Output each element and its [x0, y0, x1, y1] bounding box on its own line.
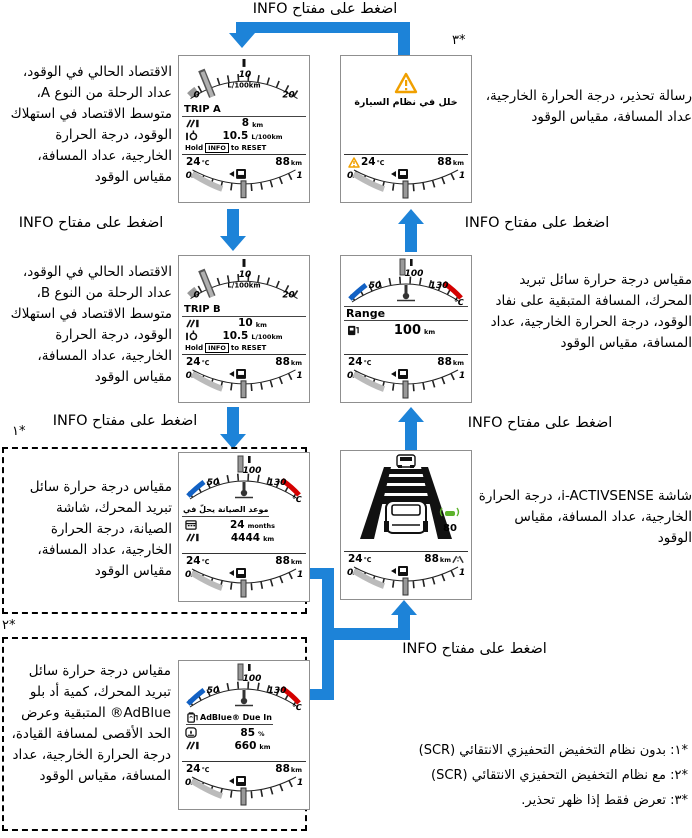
temp-gauge-mid: 100 — [242, 466, 262, 476]
adblue-level-icon — [185, 727, 202, 738]
adblue-due-label-row — [186, 712, 273, 725]
note3-marker: ٣* — [452, 33, 466, 48]
avg-consumption-value: 10.5 — [222, 329, 249, 342]
status-bar — [182, 761, 306, 775]
screen-activsense — [340, 450, 472, 600]
trip-distance-icon — [185, 318, 202, 329]
press-info-label-top: اضغط على مفتاح INFO — [252, 1, 398, 17]
economy-gauge-min: 0 — [193, 290, 200, 301]
lead-vehicle-icon — [397, 455, 415, 468]
status-bar — [182, 553, 306, 567]
fuel-gauge-max: 1 — [296, 371, 303, 382]
economy-gauge-mid: 10 — [238, 69, 252, 80]
info-key: INFO — [205, 143, 229, 153]
footnote-2: *٢: مع نظام التخفيض التحفيزي الانتقائي (SCR) — [431, 768, 688, 783]
outside-temperature: 24 ℃ — [348, 553, 372, 565]
fuel-pump-icon — [347, 325, 364, 336]
description-adblue: مقياس درجة حرارة سائل تبريد المحرك، كمية أد بلو AdBlue® المتبقية وعرض الحد الأقصى لمسافة القيادة، درجة الحرارة الخارجية، عداد المسافة، مقياس الوقود — [11, 663, 171, 784]
fuel-gauge-max: 1 — [459, 568, 466, 578]
fuel-gauge — [344, 565, 468, 597]
footnotes — [328, 738, 688, 813]
range-unit: km — [424, 327, 436, 336]
economy-gauge-mid: 10 — [238, 269, 252, 280]
adblue-level-row — [182, 726, 306, 739]
fuel-gauge-min: 0 — [347, 171, 354, 181]
screen-trip-b — [178, 255, 310, 403]
trip-distance-icon — [185, 118, 202, 129]
hold-info-hint — [182, 142, 306, 154]
temp-gauge-mid: 100 — [404, 269, 424, 279]
trip-distance-row — [182, 317, 306, 330]
fuel-gauge-min: 0 — [185, 171, 192, 182]
fuel-economy-gauge — [182, 258, 306, 303]
description-trip-b: الاقتصاد الحالي في الوقود، عداد الرحلة من النوع B، متوسط الاقتصاد في استهلاك الوقود، درجة الحرارة الخارجية، عداد المسافة، مقياس الوقود — [10, 264, 172, 385]
screen-warning — [340, 55, 472, 203]
temp-gauge-min: 50 — [206, 686, 220, 696]
avg-consumption-row — [182, 329, 306, 342]
temp-gauge-min: 50 — [368, 281, 382, 291]
outside-temperature: 24 ℃ — [348, 356, 372, 368]
avg-consumption-icon — [185, 330, 202, 341]
press-info-label-bottom: اضغط على مفتاح INFO — [402, 641, 547, 657]
economy-gauge-unit: L/100km — [227, 281, 261, 290]
note2-marker: ٢* — [2, 618, 16, 633]
fuel-gauge-max: 1 — [459, 171, 466, 181]
fuel-gauge-max: 1 — [297, 778, 304, 788]
economy-gauge-min: 0 — [193, 90, 200, 101]
trip-distance-row — [182, 117, 306, 130]
temp-gauge-max: 130 — [429, 281, 449, 291]
status-bar — [182, 154, 306, 168]
hold-pre: Hold — [185, 144, 204, 153]
set-speed-value: 80 — [443, 523, 457, 534]
maintenance-distance-value: 4444 — [230, 531, 261, 544]
arrow-trip-a-to-b-head — [220, 236, 246, 251]
arrow-bracket-to-activsense-head — [391, 600, 417, 615]
info-key: INFO — [205, 343, 229, 353]
arrow-trip-b-to-maintenance-shaft — [227, 407, 239, 434]
press-info-label-right-2: اضغط على مفتاح INFO — [467, 415, 613, 431]
adblue-pump-icon — [187, 712, 198, 723]
adblue-distance-row — [182, 739, 306, 752]
coolant-temp-gauge — [182, 663, 306, 711]
note1-marker: ١* — [12, 424, 26, 439]
fuel-gauge-min: 0 — [185, 371, 192, 382]
press-info-label-left-2: اضغط على مفتاح INFO — [52, 413, 198, 429]
info-flow-arrow-to-trip-a — [229, 33, 255, 48]
economy-gauge-max: 20 — [282, 290, 295, 301]
avg-consumption-unit: L/100km — [251, 133, 283, 142]
fuel-gauge — [182, 775, 306, 807]
description-warning: رسالة تحذير، درجة الحرارة الخارجية، عداد المسافة، مقياس الوقود — [485, 88, 692, 125]
warning-triangle-small-icon — [348, 157, 360, 168]
screen-adblue — [178, 660, 310, 810]
fuel-gauge-max: 1 — [296, 171, 303, 182]
odometer: 88 km — [275, 356, 302, 369]
arrow-trip-a-to-b-shaft — [227, 209, 239, 236]
arrow-activsense-to-range-head — [398, 407, 424, 422]
fuel-gauge — [344, 368, 468, 400]
fuel-gauge-min: 0 — [347, 568, 354, 578]
outside-temperature: 24 ℃ — [348, 156, 385, 168]
avg-consumption-row — [182, 129, 306, 142]
trip-distance-value: 10 — [238, 317, 253, 329]
fuel-gauge-min: 0 — [347, 371, 354, 381]
maintenance-distance-unit: km — [263, 535, 275, 543]
maintenance-months-row — [182, 518, 306, 531]
adblue-level-unit: % — [258, 730, 265, 738]
fuel-gauge-max: 1 — [297, 570, 304, 580]
road-icon — [452, 555, 464, 564]
bracket-bottom-stub — [308, 689, 324, 700]
fuel-gauge — [344, 168, 468, 200]
trip-distance-icon — [185, 740, 202, 751]
trip-b-label: TRIP B — [182, 303, 306, 317]
warning-message-block — [344, 58, 468, 108]
outside-temperature: 24 ℃ — [186, 156, 210, 169]
description-maintenance: مقياس درجة حرارة سائل تبريد المحرك، شاشة الصيانة، درجة الحرارة الخارجية، عداد المسافة، مقياس الوقود — [29, 479, 172, 579]
avg-consumption-unit: L/100km — [251, 333, 283, 342]
screen-trip-a — [178, 55, 310, 203]
bracket-spine — [322, 568, 334, 700]
trip-a-label: TRIP A — [182, 103, 306, 117]
adblue-distance-unit: km — [259, 743, 271, 751]
status-bar — [344, 354, 468, 368]
economy-gauge-unit: L/100km — [227, 81, 261, 90]
calendar-icon — [185, 519, 202, 530]
own-vehicle-icon — [384, 501, 428, 533]
adblue-due-label: AdBlue® Due In — [200, 713, 272, 722]
temp-gauge-max: 130 — [267, 478, 287, 488]
temp-gauge-unit: ℃ — [292, 495, 302, 503]
outside-temperature: 24 ℃ — [186, 356, 210, 369]
adblue-distance-value: 660 — [234, 739, 257, 752]
fuel-economy-gauge — [182, 58, 306, 103]
temp-gauge-min: 50 — [206, 478, 220, 488]
coolant-temp-gauge — [344, 258, 468, 306]
info-flow-top-connector-right — [398, 30, 410, 55]
press-info-label-right-1: اضغط على مفتاح INFO — [464, 215, 610, 231]
temp-gauge-mid: 100 — [242, 674, 262, 684]
fuel-gauge-min: 0 — [185, 778, 192, 788]
coolant-temp-gauge — [182, 455, 306, 503]
temp-gauge-unit: ℃ — [292, 703, 302, 711]
fuel-gauge-max: 1 — [459, 371, 466, 381]
maintenance-months-value: 24 — [229, 518, 245, 531]
avg-consumption-icon — [185, 130, 202, 141]
description-trip-a: الاقتصاد الحالي في الوقود، عداد الرحلة من النوع A، متوسط الاقتصاد في استهلاك الوقود، درجة الحرارة الخارجية، عداد المسافة، مقياس الوقود — [10, 64, 172, 185]
range-row — [344, 321, 468, 339]
adblue-level-value: 85 — [240, 726, 256, 739]
economy-gauge-max: 20 — [282, 90, 295, 101]
arrow-activsense-to-range-shaft — [405, 422, 417, 450]
description-range: مقياس درجة حرارة سائل تبريد المحرك، المسافة المتبقية على نفاد الوقود، درجة الحرارة الخارجية، عداد المسافة، مقياس الوقود — [490, 272, 692, 351]
odometer: 88 km — [275, 763, 302, 775]
maintenance-distance-row — [182, 531, 306, 544]
fuel-gauge-min: 0 — [185, 570, 192, 580]
temp-gauge-unit: ℃ — [454, 298, 464, 306]
odometer: 88 km — [437, 356, 464, 368]
fuel-gauge — [182, 567, 306, 599]
hold-post: to RESET — [230, 144, 267, 153]
status-bar — [344, 154, 468, 168]
avg-consumption-value: 10.5 — [222, 129, 249, 142]
fuel-gauge — [182, 368, 306, 400]
press-info-label-left-1: اضغط على مفتاح INFO — [18, 215, 164, 231]
footnote-3: *٣: تعرض فقط إذا ظهر تحذير. — [521, 793, 688, 808]
trip-distance-icon — [185, 532, 202, 543]
maintenance-months-unit: months — [247, 522, 276, 530]
screen-maintenance — [178, 452, 310, 602]
hold-post: to RESET — [230, 344, 267, 353]
trip-distance-unit: km — [252, 120, 264, 129]
hold-info-hint — [182, 342, 306, 354]
footnote-1: *١: بدون نظام التخفيض التحفيزي الانتقائي (SCR) — [418, 743, 688, 758]
temp-gauge-max: 130 — [267, 686, 287, 696]
status-bar — [344, 551, 468, 565]
range-value: 100 — [393, 322, 422, 338]
arrow-range-to-warning-head — [398, 209, 424, 224]
fuel-gauge — [182, 168, 306, 200]
odometer: 88 km — [275, 156, 302, 169]
odometer: 88 km — [437, 156, 464, 168]
maintenance-due-label: موعد الصيانة يحلّ في — [182, 504, 269, 517]
warning-triangle-icon — [394, 72, 418, 94]
screen-range — [340, 255, 472, 403]
status-bar — [182, 354, 306, 368]
activsense-road-view — [344, 453, 468, 547]
outside-temperature: 24 ℃ — [186, 763, 210, 775]
info-flow-top-connector-bar — [236, 22, 410, 33]
range-label: Range — [344, 306, 468, 321]
outside-temperature: 24 ℃ — [186, 555, 210, 567]
trip-distance-unit: km — [255, 320, 267, 329]
trip-distance-value: 8 — [241, 117, 250, 129]
hold-pre: Hold — [185, 344, 204, 353]
bracket-arrow-shaft — [398, 613, 410, 630]
odometer: 88 km — [424, 553, 464, 565]
description-activsense: شاشة i-ACTIVSENSE، درجة الحرارة الخارجية، عداد المسافة، مقياس الوقود — [478, 488, 692, 546]
odometer: 88 km — [275, 555, 302, 567]
warning-message: خلل في نظام السيارة — [354, 97, 458, 108]
arrow-range-to-warning-shaft — [405, 224, 417, 252]
